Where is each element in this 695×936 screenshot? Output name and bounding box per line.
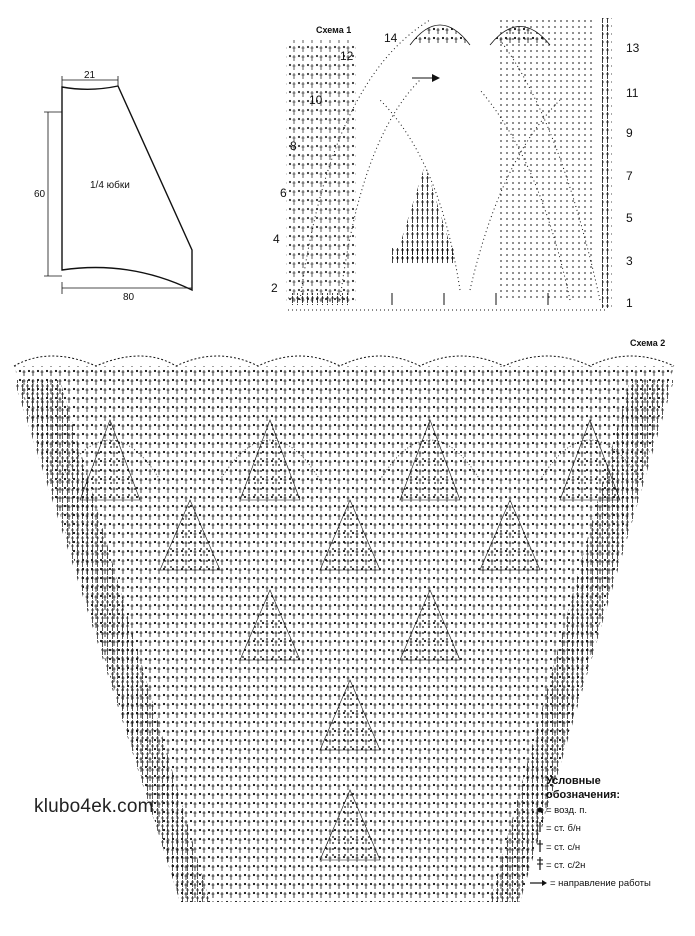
row-number: 4 bbox=[273, 232, 280, 246]
legend-item-dc: = ст. с/н bbox=[546, 842, 581, 853]
legend-item-direction: = направление работы bbox=[550, 878, 651, 889]
top-width-label: 21 bbox=[84, 70, 96, 81]
scheme2-title: Схема 2 bbox=[630, 338, 666, 348]
tr-icon bbox=[537, 857, 543, 870]
row-number: 6 bbox=[280, 186, 287, 200]
row-number: 7 bbox=[626, 169, 633, 183]
arrow-icon bbox=[530, 880, 547, 886]
row-number: 12 bbox=[340, 49, 354, 63]
row-number: 9 bbox=[626, 126, 633, 140]
bottom-width-label: 80 bbox=[123, 292, 135, 303]
legend-item-chain: = возд. п. bbox=[546, 805, 588, 816]
scheme1-title: Схема 1 bbox=[316, 25, 352, 35]
legend-title-line1: Условные bbox=[546, 775, 601, 787]
row-number: 2 bbox=[271, 281, 278, 295]
watermark: klubo4ek.com bbox=[34, 796, 154, 817]
scheme2-diagram bbox=[14, 356, 674, 902]
quarter-skirt-label: 1/4 юбки bbox=[90, 180, 130, 191]
height-label: 60 bbox=[34, 189, 46, 200]
scheme1-right-row-numbers bbox=[626, 41, 640, 310]
dc-icon bbox=[537, 840, 543, 852]
row-number: 8 bbox=[290, 139, 297, 153]
row-number: 10 bbox=[309, 93, 323, 107]
row-number: 11 bbox=[626, 86, 639, 100]
row-number: 14 bbox=[384, 31, 398, 45]
scheme1-diagram bbox=[286, 18, 612, 310]
legend bbox=[530, 775, 651, 889]
row-number: 5 bbox=[626, 211, 633, 225]
row-number: 3 bbox=[626, 254, 633, 268]
legend-item-tr: = ст. с/2н bbox=[546, 860, 586, 871]
legend-item-sc: = ст. б/н bbox=[546, 823, 581, 834]
row-number: 13 bbox=[626, 41, 640, 55]
dot-icon bbox=[538, 808, 543, 813]
legend-title-line2: обозначения: bbox=[546, 789, 621, 801]
row-number: 1 bbox=[626, 296, 633, 310]
